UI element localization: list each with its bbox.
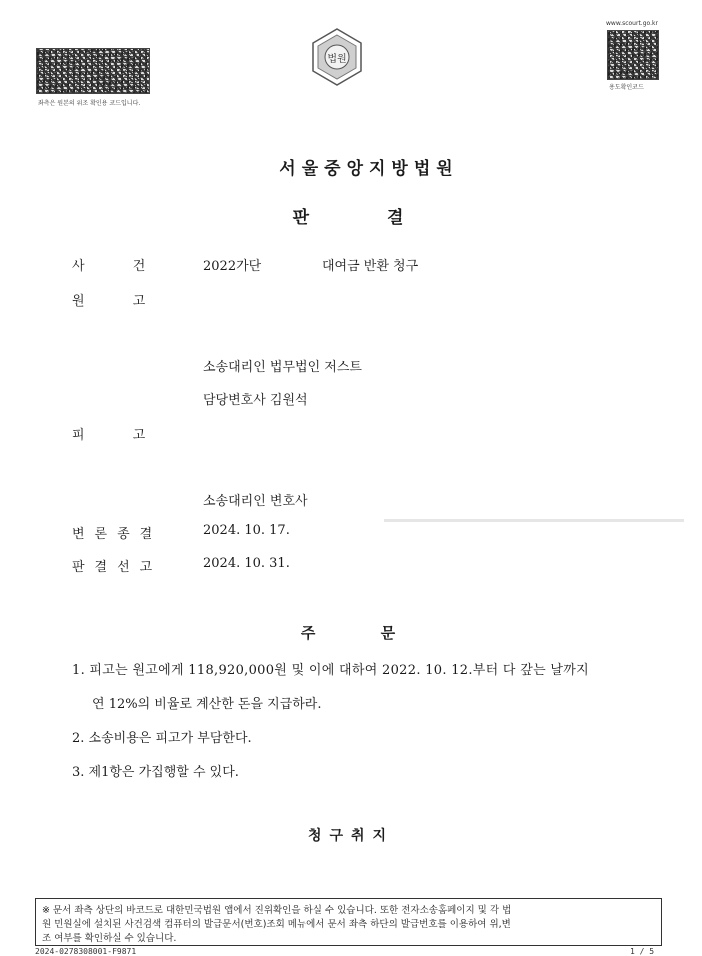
order-item-2: 2. 소송비용은 피고가 부담한다. (72, 731, 252, 746)
claim-heading: 청구취지 (307, 828, 395, 844)
defendant-representative: 소송대리인 변호사 (203, 494, 308, 509)
issue-number: 2024-0278308001-F9871 (35, 947, 137, 956)
page-number: 1 / 5 (630, 947, 655, 956)
order-item-3: 3. 제1항은 가집행할 수 있다. (72, 765, 239, 780)
site-url: www.scourt.go.kr (606, 20, 658, 27)
closing-date: 2024. 10. 17. (203, 523, 290, 538)
sentencing-date: 2024. 10. 31. (203, 556, 290, 571)
case-label: 사 건 (72, 259, 146, 274)
notice-line-3: 조 여부를 확인하실 수 있습니다. (42, 933, 177, 944)
plaintiff-label: 원 고 (72, 294, 146, 309)
document-type: 판 결 (292, 208, 410, 228)
plaintiff-representative: 소송대리인 법무법인 저스트 (203, 360, 362, 375)
seal-text: 법원 (327, 54, 347, 65)
verification-notice (35, 898, 662, 946)
qr-code-right (607, 30, 659, 80)
order-heading: 주 문 (300, 624, 402, 642)
notice-line-1: ※ 문서 좌측 상단의 바코드로 대한민국법원 앱에서 진위확인을 하실 수 있습니다. 또한 전자소송홈페이지 및 각 법 (42, 905, 512, 916)
case-title: 대여금 반환 청구 (322, 259, 419, 274)
qr-code-left (36, 48, 150, 94)
case-number: 2022가단 (203, 259, 262, 274)
order-item-1-cont: 연 12%의 비율로 계산한 돈을 지급하라. (92, 697, 322, 712)
qr-left-caption: 좌측은 원본의 위조 확인용 코드입니다. (38, 100, 141, 107)
defendant-label: 피 고 (72, 428, 146, 443)
notice-line-2: 원 민원실에 설치된 사건검색 컴퓨터의 발급문서(번호)조회 메뉴에서 문서 좌측 하단의 발급번호를 이용하여 위,변 (42, 919, 511, 930)
plaintiff-lawyer: 담당변호사 김원석 (203, 393, 308, 408)
court-name: 서울중앙지방법원 (279, 159, 459, 179)
court-seal-icon (306, 26, 368, 88)
order-item-1: 1. 피고는 원고에게 118,920,000원 및 이에 대하여 2022. 10. 12.부터 다 갚는 날까지 (72, 663, 589, 678)
qr-right-caption: 용도확인코드 (609, 84, 644, 91)
sentencing-label: 판결선고 (72, 560, 163, 575)
scan-artifact (384, 519, 684, 522)
closing-label: 변론종결 (72, 527, 163, 542)
